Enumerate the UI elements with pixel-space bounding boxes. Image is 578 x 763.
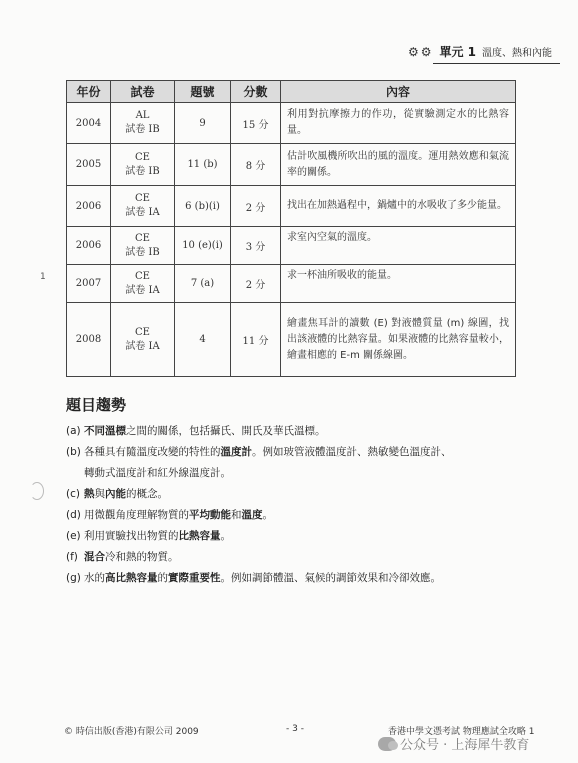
- trend-item: [66, 526, 536, 547]
- cell-question: 11 (b): [175, 144, 231, 186]
- paper-level: CE: [135, 193, 150, 204]
- trend-label: (g): [66, 572, 81, 584]
- trend-text: 。例如調節體溫、氣候的調節效果和冷卻效應。: [220, 572, 441, 584]
- trend-keyword: 溫度計: [220, 446, 252, 458]
- col-header-question: 題號: [175, 81, 231, 103]
- trend-keyword: 比熱容量: [178, 530, 221, 542]
- trend-label: (c): [66, 488, 80, 500]
- trend-item: [66, 568, 536, 589]
- trend-label: (f): [66, 551, 78, 563]
- trend-item: [66, 421, 536, 442]
- cell-paper: [111, 265, 175, 303]
- exam-history-table: [66, 80, 516, 377]
- cell-year: 2008: [67, 303, 111, 377]
- trend-text: 。例如玻管液體溫度計、熱敏變色溫度計、: [252, 446, 452, 458]
- trend-text: 。: [220, 530, 231, 542]
- trend-item: [66, 442, 536, 463]
- col-header-year: 年份: [67, 81, 111, 103]
- trend-text: 各種具有隨溫度改變的特性的: [84, 446, 221, 458]
- cell-question: 7 (a): [175, 265, 231, 303]
- trend-keyword: 平均動能: [189, 509, 231, 521]
- trend-keyword: 熱: [84, 488, 95, 500]
- cell-question: 10 (e)(i): [175, 227, 231, 265]
- trend-keyword: 內能: [105, 488, 126, 500]
- cell-paper: [111, 103, 175, 144]
- paper-number: 試卷 IA: [125, 207, 160, 218]
- unit-label: 單元 1: [439, 44, 476, 59]
- wechat-icon: [378, 737, 396, 751]
- unit-title: 溫度、熱和內能: [482, 47, 552, 59]
- cell-marks: 2 分: [231, 186, 281, 227]
- paper-level: CE: [135, 232, 150, 244]
- table-row: [67, 227, 516, 265]
- trends-title: 題目趨勢: [66, 396, 127, 414]
- cell-paper: [111, 144, 175, 186]
- cell-marks: 15 分: [231, 103, 281, 144]
- cell-paper: [111, 303, 175, 377]
- cell-year: 2007: [67, 265, 111, 303]
- trend-text: 利用實驗找出物質的: [84, 530, 179, 542]
- col-header-content: 內容: [281, 81, 516, 103]
- paper-level: CE: [135, 326, 150, 338]
- col-header-paper: 試卷: [111, 81, 175, 103]
- punch-hole: [30, 482, 44, 500]
- cell-content: 找出在加熱過程中，鍋爐中的水吸收了多少能量。: [281, 186, 516, 227]
- paper-level: AL: [135, 110, 150, 121]
- table-row: [67, 103, 516, 144]
- cell-content: 繪畫焦耳計的讀數 (E) 對液體質量 (m) 線圖，找出該液體的比熱容量。如果液體的比熱容量較小，繪畫相應的 E-m 關係線圖。: [281, 303, 516, 377]
- trend-item: [66, 484, 536, 505]
- unit-header: [408, 40, 560, 64]
- paper-number: 試卷 IB: [125, 124, 160, 135]
- watermark-text: 公众号 · 上海犀牛教育: [400, 738, 530, 753]
- question-trends: [66, 394, 536, 589]
- cell-marks: 8 分: [231, 144, 281, 186]
- gear-icon: ⚙: [420, 45, 432, 59]
- col-header-marks: 分數: [231, 81, 281, 103]
- trend-text: 和: [231, 509, 242, 521]
- trend-text: 。: [262, 509, 273, 521]
- cell-content: 利用對抗摩擦力的作功，從實驗測定水的比熱容量。: [281, 103, 516, 144]
- cell-marks: 11 分: [231, 303, 281, 377]
- trend-item: [66, 463, 536, 484]
- cell-year: 2004: [67, 103, 111, 144]
- table-row: [67, 303, 516, 377]
- trend-text: 之間的關係，包括攝氏、開氏及華氏溫標。: [126, 425, 326, 437]
- trend-label: (a): [66, 425, 81, 437]
- cell-year: 2006: [67, 227, 111, 265]
- trend-item: [66, 547, 536, 568]
- watermark: [378, 734, 529, 753]
- paper-number: 試卷 IA: [125, 284, 160, 296]
- footer-copyright: © 時信出版(香港)有限公司 2009: [64, 727, 199, 737]
- trend-text: 冷和熱的物質。: [105, 551, 179, 563]
- trend-text: 的概念。: [126, 488, 168, 500]
- trend-text: 水的: [84, 572, 105, 584]
- cell-question: 6 (b)(i): [175, 186, 231, 227]
- table-header-row: [67, 81, 516, 103]
- footer-page-number: - 3 -: [286, 724, 304, 734]
- paper-number: 試卷 IB: [125, 246, 160, 258]
- margin-mark: 1: [40, 272, 46, 282]
- cell-paper: [111, 227, 175, 265]
- cell-content: 求室內空氣的溫度。: [281, 227, 516, 265]
- footer-book-title: 香港中學文憑考試 物理應試全攻略 1: [388, 727, 535, 737]
- trend-item: [66, 505, 536, 526]
- paper-level: CE: [135, 151, 150, 163]
- trend-text: 用微觀角度理解物質的: [84, 509, 189, 521]
- trend-list: [66, 421, 536, 589]
- table-row: [67, 186, 516, 227]
- cell-year: 2006: [67, 186, 111, 227]
- cell-marks: 3 分: [231, 227, 281, 265]
- trend-keyword: 混合: [84, 551, 105, 563]
- trend-label: (d): [66, 509, 81, 521]
- cell-content: 估計吹風機所吹出的風的溫度。運用熱效應和氣流率的關係。: [281, 144, 516, 186]
- trend-keyword: 高比熱容量: [105, 572, 158, 584]
- paper-number: 試卷 IB: [125, 165, 160, 177]
- trend-keyword: 不同溫標: [84, 425, 126, 437]
- trend-keyword: 溫度: [241, 509, 263, 521]
- trend-keyword: 實際重要性: [168, 572, 221, 584]
- table-row: [67, 265, 516, 303]
- trend-label: (e): [66, 530, 81, 542]
- cell-question: 9: [175, 103, 231, 144]
- table-row: [67, 144, 516, 186]
- cell-question: 4: [175, 303, 231, 377]
- unit-header-bar: [433, 41, 560, 64]
- trend-text: 轉動式溫度計和紅外線溫度計。: [84, 467, 231, 479]
- gear-icon: ⚙: [407, 45, 419, 59]
- cell-marks: 2 分: [231, 265, 281, 303]
- paper-level: CE: [135, 270, 150, 282]
- cell-paper: [111, 186, 175, 227]
- trend-label: (b): [66, 446, 81, 458]
- cell-year: 2005: [67, 144, 111, 186]
- cell-content: 求一杯油所吸收的能量。: [281, 265, 516, 303]
- trend-text: 的: [157, 572, 168, 584]
- trend-text: 與: [94, 488, 105, 500]
- paper-number: 試卷 IA: [125, 340, 160, 352]
